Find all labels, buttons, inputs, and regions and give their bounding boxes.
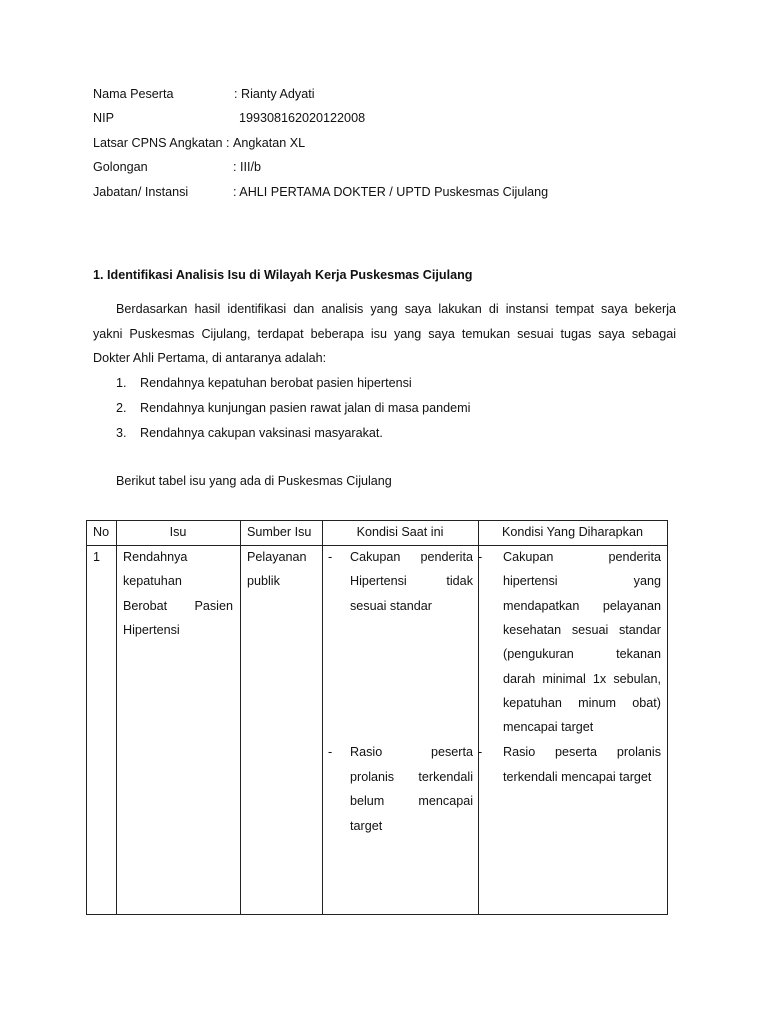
kondisi-saat-ini-line: Rasio peserta [350, 745, 473, 759]
name-value: : Rianty Adyati [234, 87, 315, 101]
latsar-value: Angkatan XL [233, 136, 306, 150]
col-header-no: No [93, 525, 110, 539]
kondisi-diharapkan-line: (pengukuran tekanan [503, 647, 661, 661]
latsar-label: Latsar CPNS Angkatan : [93, 136, 230, 150]
golongan-label: Golongan [93, 160, 148, 174]
paragraph-line-2: yakni Puskesmas Cijulang, terdapat beberapa isu yang saya temukan sesuai tugas saya sebagai [93, 327, 676, 341]
kondisi-saat-ini-line: belum mencapai [350, 794, 473, 808]
section-heading: 1. Identifikasi Analisis Isu di Wilayah Kerja Puskesmas Cijulang [93, 268, 473, 282]
name-label: Nama Peserta [93, 87, 174, 101]
kondisi-diharapkan-line: kesehatan sesuai standar [503, 623, 661, 637]
cell-isu-line: Hipertensi [123, 623, 180, 637]
nip-value: 199308162020122008 [239, 111, 366, 125]
table-border [86, 520, 87, 915]
col-header-kondisi-diharapkan: Kondisi Yang Diharapkan [502, 525, 643, 539]
col-header-sumber: Sumber Isu [247, 525, 312, 539]
golongan-value: : III/b [233, 160, 261, 174]
bullet-dash: - [328, 745, 333, 759]
kondisi-saat-ini-line: prolanis terkendali [350, 770, 473, 784]
kondisi-diharapkan-line: mencapai target [503, 720, 594, 734]
kondisi-diharapkan-line: mendapatkan pelayanan [503, 599, 661, 613]
kondisi-diharapkan-line: Cakupan penderita [503, 550, 661, 564]
kondisi-diharapkan-line: darah minimal 1x sebulan, [503, 672, 661, 686]
list-item: Rendahnya kunjungan pasien rawat jalan di masa pandemi [140, 401, 471, 415]
bullet-dash: - [478, 550, 483, 564]
jabatan-label: Jabatan/ Instansi [93, 185, 189, 199]
cell-isu-line: Berobat Pasien [123, 599, 233, 613]
table-border [667, 520, 668, 915]
paragraph-line-3: Dokter Ahli Pertama, di antaranya adalah: [93, 351, 327, 365]
jabatan-value: : AHLI PERTAMA DOKTER / UPTD Puskesmas Cijulang [233, 185, 549, 199]
table-border [86, 914, 668, 915]
col-header-isu: Isu [169, 525, 187, 539]
table-border [86, 545, 668, 546]
nip-label: NIP [93, 111, 114, 125]
list-item: Rendahnya cakupan vaksinasi masyarakat. [140, 426, 383, 440]
list-item-number: 1. [116, 376, 127, 390]
list-item-number: 2. [116, 401, 127, 415]
cell-isu-line: kepatuhan [123, 574, 182, 588]
table-border [240, 520, 241, 915]
paragraph-line-1: Berdasarkan hasil identifikasi dan analisis yang saya lakukan di instansi tempat saya bekerja [116, 302, 676, 316]
list-item: Rendahnya kepatuhan berobat pasien hipertensi [140, 376, 412, 390]
kondisi-saat-ini-line: sesuai standar [350, 599, 432, 613]
kondisi-diharapkan-line: kepatuhan minum obat) [503, 696, 661, 710]
cell-sumber-line: publik [247, 574, 280, 588]
bullet-dash: - [478, 745, 483, 759]
kondisi-saat-ini-line: target [350, 819, 383, 833]
cell-sumber-line: Pelayanan [247, 550, 307, 564]
cell-isu-line: Rendahnya [123, 550, 188, 564]
kondisi-diharapkan-line: Rasio peserta prolanis [503, 745, 661, 759]
table-border [322, 520, 323, 915]
cell-no: 1 [93, 550, 101, 564]
table-intro: Berikut tabel isu yang ada di Puskesmas Cijulang [116, 474, 392, 488]
table-border [116, 520, 117, 915]
kondisi-diharapkan-line: terkendali mencapai target [503, 770, 652, 784]
list-item-number: 3. [116, 426, 127, 440]
table-border [86, 520, 668, 521]
kondisi-saat-ini-line: Cakupan penderita [350, 550, 473, 564]
table-border [478, 520, 479, 915]
bullet-dash: - [328, 550, 333, 564]
kondisi-saat-ini-line: Hipertensi tidak [350, 574, 473, 588]
kondisi-diharapkan-line: hipertensi yang [503, 574, 661, 588]
col-header-kondisi-saat-ini: Kondisi Saat ini [356, 525, 444, 539]
